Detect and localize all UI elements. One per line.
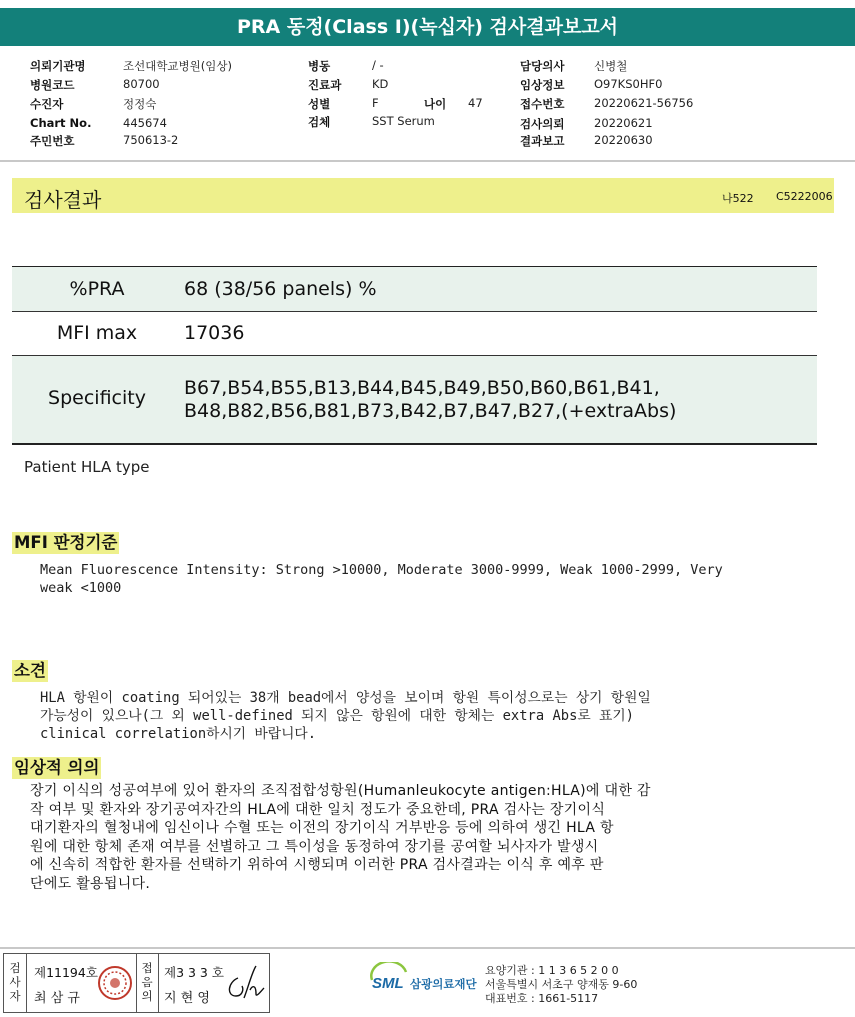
value-chart-no: 445674: [123, 116, 167, 130]
value-report-date: 20220630: [594, 133, 653, 147]
value-receipt-no: 20220621-56756: [594, 96, 694, 110]
patient-info: [0, 52, 855, 162]
label-chart-no: Chart No.: [30, 116, 92, 130]
value-specimen: SST Serum: [372, 114, 435, 128]
opinion-heading: 소견: [14, 661, 46, 680]
clinical-text: [30, 782, 820, 893]
clinical-heading: 임상적 의의: [14, 758, 100, 777]
approver-name: 지 현 영: [164, 991, 210, 1006]
result-header: [12, 178, 834, 213]
value-ward: / -: [372, 58, 384, 72]
mfi-heading: MFI 판정기준: [14, 533, 118, 552]
mfi-criteria: [40, 561, 723, 597]
label-specimen: 검체: [308, 115, 331, 129]
label-doctor: 담당의사: [520, 59, 565, 73]
label-requester: 의뢰기관명: [30, 59, 86, 73]
value-id-no: 750613-2: [123, 133, 179, 147]
label-ward: 병동: [308, 59, 331, 73]
org-name: 삼광의료재단: [410, 977, 477, 991]
opinion-text: [40, 689, 651, 743]
approver-label: 접음의: [141, 961, 153, 1003]
specificity-line: B48,B82,B56,B81,B73,B42,B7,B47,B27,(+extraAbs): [184, 400, 677, 422]
label-hospital-code: 병원코드: [30, 78, 75, 92]
row-value-pra: 68 (38/56 panels) %: [184, 278, 377, 300]
value-age: 47: [468, 96, 483, 110]
footer-divider: [0, 947, 855, 949]
opinion-line: 가능성이 있으나(그 외 well-defined 되지 않은 항원에 대한 항체는 extra Abs로 표기): [40, 708, 634, 724]
result-code-2: C5222006: [776, 190, 833, 203]
report-title: PRA 동정(Class I)(녹십자) 검사결과보고서: [0, 8, 855, 46]
org-phone: 대표번호 : 1661-5117: [485, 992, 599, 1005]
value-sex: F: [372, 96, 379, 110]
row-label-pra: %PRA: [69, 278, 125, 300]
org-code: 요양기관 : 1 1 3 6 5 2 0 0: [485, 964, 619, 977]
signature-box: [3, 953, 270, 1013]
clinical-line: 단에도 활용됩니다.: [30, 875, 151, 892]
clinical-line: 대기환자의 혈청내에 임신이나 수혈 또는 이전의 장기이식 거부반응 등에 의하여 생긴 HLA 항: [30, 820, 614, 836]
value-clinical-info: O97KS0HF0: [594, 77, 663, 91]
label-age: 나이: [424, 97, 447, 111]
tester-name: 최 삼 규: [34, 991, 80, 1006]
table-row: [12, 356, 817, 443]
mfi-line: weak <1000: [40, 580, 122, 596]
clinical-line: 장기 이식의 성공여부에 있어 환자의 조직접합성항원(Humanleukocyte antigen:HLA)에 대한 감: [30, 783, 651, 799]
patient-hla-type: Patient HLA type: [24, 458, 150, 476]
mfi-line: Mean Fluorescence Intensity: Strong >10000, Moderate 3000-9999, Weak 1000-2999, Very: [40, 562, 723, 578]
label-receipt-no: 접수번호: [520, 97, 565, 111]
result-code-1: 나522: [722, 192, 754, 205]
specificity-line: B67,B54,B55,B13,B44,B45,B49,B50,B60,B61,B41,: [184, 377, 660, 399]
tester-label: 검사자: [9, 961, 21, 1003]
label-id-no: 주민번호: [30, 134, 75, 148]
result-title: 검사결과: [24, 188, 102, 212]
label-department: 진료과: [308, 78, 342, 92]
row-label-mfi-max: MFI max: [56, 322, 138, 344]
divider: [26, 954, 27, 1012]
value-hospital-code: 80700: [123, 77, 160, 91]
clinical-line: 에 신속히 적합한 환자를 선택하기 위하여 시행되며 이러한 PRA 검사결과는 이식 후 예후 판: [30, 857, 604, 873]
seal-icon: [96, 964, 134, 1002]
signature-icon: [224, 960, 266, 1004]
approver-number: 제3 3 3 호: [164, 965, 224, 980]
value-requester: 조선대학교병원(임상): [123, 59, 232, 73]
divider: [158, 954, 159, 1012]
value-department: KD: [372, 77, 389, 91]
label-patient: 수진자: [30, 97, 64, 111]
opinion-line: clinical correlation하시기 바랍니다.: [40, 726, 317, 742]
result-table: [12, 266, 817, 445]
divider: [136, 954, 137, 1012]
row-label-specificity: Specificity: [48, 387, 146, 409]
label-report-date: 결과보고: [520, 134, 565, 148]
label-clinical-info: 임상정보: [520, 78, 565, 92]
sml-logo-icon: [370, 962, 408, 992]
clinical-line: 작 여부 및 환자와 장기공여자간의 HLA에 대한 일치 정도가 중요한데, PRA 검사는 장기이식: [30, 801, 606, 818]
value-patient: 정정숙: [123, 97, 157, 111]
org-address: 서울특별시 서초구 양재동 9-60: [485, 978, 638, 991]
value-doctor: 신병철: [594, 59, 628, 73]
tester-number: 제11194호: [34, 965, 98, 980]
opinion-line: HLA 항원이 coating 되어있는 38개 bead에서 양성을 보이며 항원 특이성으로는 상기 항원일: [40, 690, 651, 706]
row-value-mfi-max: 17036: [184, 322, 245, 344]
label-request-date: 검사의뢰: [520, 117, 565, 131]
clinical-line: 원에 대한 항체 존재 여부를 선별하고 그 특이성을 동정하여 장기를 공여할 뇌사자가 발생시: [30, 838, 599, 855]
table-row: [12, 267, 817, 312]
logo-text: SML: [372, 975, 404, 992]
label-sex: 성별: [308, 97, 331, 111]
value-request-date: 20220621: [594, 116, 653, 130]
table-row: [12, 312, 817, 356]
row-value-specificity: [184, 377, 676, 423]
